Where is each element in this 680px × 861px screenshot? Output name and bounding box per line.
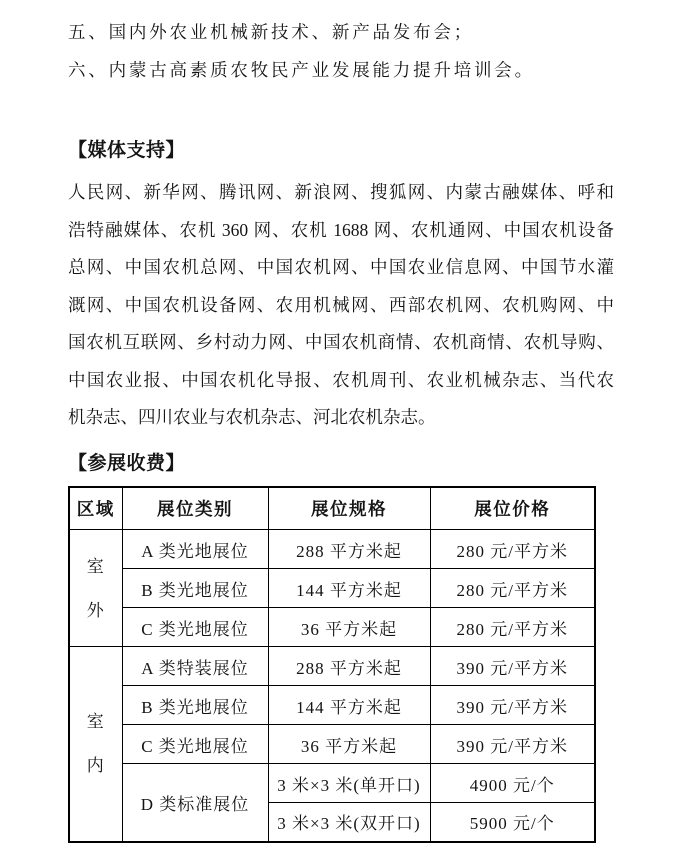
list-item-5: 五、国内外农业机械新技术、新产品发布会；: [68, 22, 474, 42]
booth-spec-cell: 144 平方米起: [268, 569, 430, 608]
booth-type-cell: B 类光地展位: [122, 686, 268, 725]
booth-type-cell: A 类光地展位: [122, 530, 268, 569]
header-booth-type: 展位类别: [122, 487, 268, 530]
booth-type-cell: D 类标准展位: [122, 764, 268, 842]
booth-spec-cell: 288 平方米起: [268, 530, 430, 569]
exhibition-fees-heading: 【参展收费】: [68, 452, 186, 474]
region-char: 室: [86, 556, 105, 576]
region-indoor-cell: [69, 647, 122, 842]
booth-type-cell: A 类特装展位: [122, 647, 268, 686]
booth-spec-cell: 144 平方米起: [268, 686, 430, 725]
booth-type-cell: C 类光地展位: [122, 725, 268, 764]
media-line: 总网、中国农机总网、中国农机网、中国农业信息网、中国节水灌: [68, 257, 614, 277]
table-row: [69, 686, 595, 725]
booth-price-cell: 390 元/平方米: [430, 686, 595, 725]
list-item-6: 六、内蒙古高素质农牧民产业发展能力提升培训会。: [68, 59, 535, 80]
region-outdoor-cell: [69, 530, 122, 647]
table-row: [69, 647, 595, 686]
booth-price-cell: 390 元/平方米: [430, 725, 595, 764]
media-line: 浩特融媒体、农机 360 网、农机 1688 网、农机通网、中国农机设备: [68, 219, 614, 240]
media-line: 人民网、新华网、腾讯网、新浪网、搜狐网、内蒙古融媒体、呼和: [68, 182, 614, 202]
booth-price-cell: 280 元/平方米: [430, 608, 595, 647]
header-region: 区域: [69, 487, 122, 530]
media-line: 溉网、中国农机设备网、农用机械网、西部农机网、农机购网、中: [68, 294, 614, 315]
region-indoor-label: [70, 712, 122, 775]
region-char: 外: [86, 600, 105, 620]
table-row: [69, 725, 595, 764]
booth-type-cell: C 类光地展位: [122, 608, 268, 647]
fees-table: [68, 486, 596, 843]
table-header-row: [69, 487, 595, 530]
header-booth-price: 展位价格: [430, 487, 595, 530]
media-line: 机杂志、四川农业与农机杂志、河北农机杂志。: [68, 407, 436, 427]
table-row: [69, 569, 595, 608]
media-support-paragraph: [68, 174, 614, 437]
booth-spec-cell: 36 平方米起: [268, 725, 430, 764]
region-outdoor-label: [70, 557, 122, 620]
booth-type-cell: B 类光地展位: [122, 569, 268, 608]
booth-spec-cell: 3 米×3 米(单开口): [268, 764, 430, 803]
booth-price-cell: 390 元/平方米: [430, 647, 595, 686]
media-line: 中国农业报、中国农机化导报、农机周刊、农业机械杂志、当代农: [68, 369, 614, 390]
media-line: 国农机互联网、乡村动力网、中国农机商情、农机商情、农机导购、: [68, 332, 614, 352]
region-char: 内: [86, 756, 105, 776]
booth-spec-cell: 288 平方米起: [268, 647, 430, 686]
booth-price-cell: 5900 元/个: [430, 803, 595, 842]
table-row: [69, 764, 595, 803]
booth-price-cell: 4900 元/个: [430, 764, 595, 803]
header-booth-spec: 展位规格: [268, 487, 430, 530]
table-row: [69, 530, 595, 569]
media-support-heading: 【媒体支持】: [68, 140, 186, 161]
booth-spec-cell: 3 米×3 米(双开口): [268, 803, 430, 842]
booth-price-cell: 280 元/平方米: [430, 569, 595, 608]
booth-spec-cell: 36 平方米起: [268, 608, 430, 647]
region-char: 室: [86, 712, 105, 732]
booth-price-cell: 280 元/平方米: [430, 530, 595, 569]
table-row: [69, 608, 595, 647]
